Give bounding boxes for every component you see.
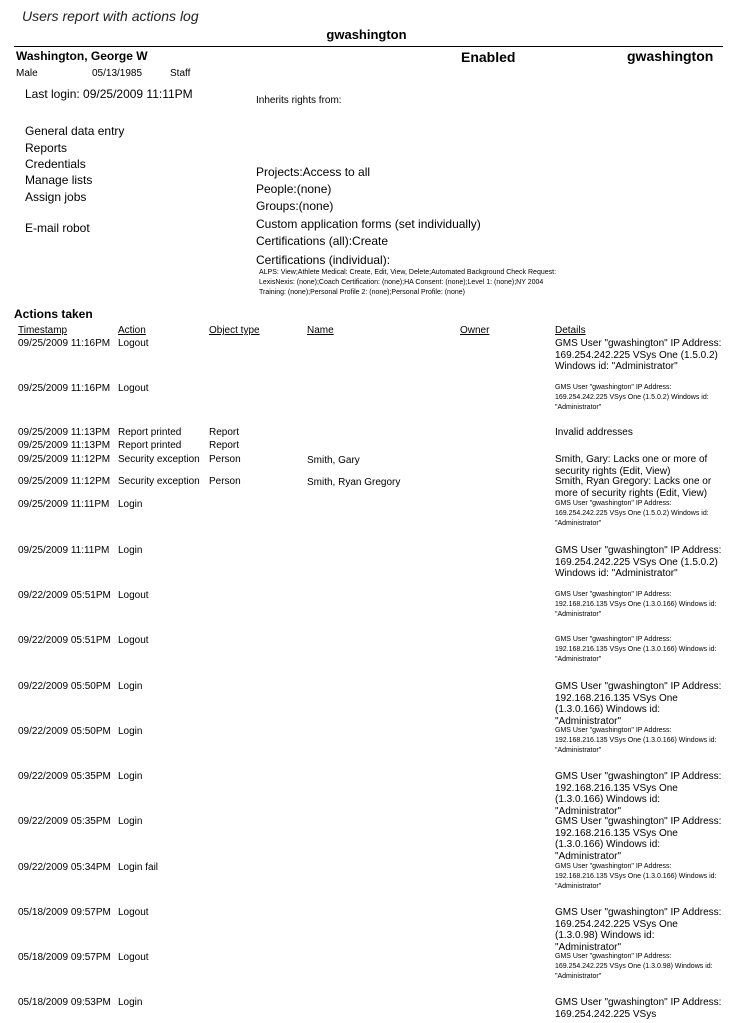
report-title: Users report with actions log: [22, 8, 199, 24]
cell-details: GMS User "gwashington" IP Address: 169.254.242.225 VSys One (1.3.0.98) Windows id: "Administrator": [555, 907, 722, 953]
header-divider: [14, 46, 723, 47]
cell-details: GMS User "gwashington" IP Address: 169.254.242.225 VSys: [555, 997, 722, 1020]
right-email-robot: E-mail robot: [25, 221, 90, 235]
cell-timestamp: 09/25/2009 11:16PM: [18, 338, 111, 349]
cell-action: Logout: [118, 383, 149, 394]
cell-object-type: Person: [209, 476, 241, 487]
right-manage-lists: Manage lists: [25, 173, 93, 187]
cell-action: Logout: [118, 952, 149, 963]
cell-timestamp: 09/22/2009 05:50PM: [18, 681, 111, 692]
user-birthdate: 05/13/1985: [92, 68, 143, 79]
actions-section-title: Actions taken: [14, 307, 93, 321]
cell-timestamp: 05/18/2009 09:57PM: [18, 907, 111, 918]
user-role: Staff: [170, 68, 191, 79]
cell-action: Report printed: [118, 427, 182, 438]
cell-timestamp: 09/25/2009 11:12PM: [18, 476, 111, 487]
user-gender: Male: [16, 68, 38, 79]
cell-object-type: Report: [209, 440, 240, 451]
cell-action: Logout: [118, 338, 149, 349]
certifications-individual-label: Certifications (individual):: [256, 253, 391, 267]
cert-line: Training: (none);Personal Profile 2: (none);Personal Profile: (none): [259, 289, 465, 296]
cell-timestamp: 05/18/2009 09:53PM: [18, 997, 111, 1008]
cell-action: Login: [118, 816, 143, 827]
projects-access: Projects:Access to all: [256, 165, 371, 179]
col-owner: Owner: [460, 325, 490, 336]
cell-object-type: Report: [209, 427, 240, 438]
inherits-rights-label: Inherits rights from:: [256, 95, 342, 106]
cell-timestamp: 09/22/2009 05:34PM: [18, 862, 111, 873]
certifications-all: Certifications (all):Create: [256, 234, 389, 248]
cell-details: Invalid addresses: [555, 427, 633, 438]
cell-action: Security exception: [118, 454, 200, 465]
cell-details: Smith, Ryan Gregory: Lacks one or more of security rights (Edit, View): [555, 476, 712, 499]
cell-timestamp: 09/25/2009 11:12PM: [18, 454, 111, 465]
cell-name: Smith, Ryan Gregory: [307, 477, 401, 488]
cell-action: Logout: [118, 635, 149, 646]
cell-details: GMS User "gwashington" IP Address: 192.168.216.135 VSys One (1.3.0.166) Windows id: "Administrator": [555, 863, 717, 890]
cell-action: Security exception: [118, 476, 200, 487]
cell-action: Report printed: [118, 440, 182, 451]
user-username: gwashington: [627, 48, 714, 64]
cell-action: Login: [118, 499, 143, 510]
right-assign-jobs: Assign jobs: [25, 190, 87, 204]
username-heading: gwashington: [326, 27, 407, 42]
cell-object-type: Person: [209, 454, 241, 465]
cell-timestamp: 09/25/2009 11:13PM: [18, 440, 111, 451]
cell-timestamp: 09/22/2009 05:50PM: [18, 726, 111, 737]
cell-action: Logout: [118, 907, 149, 918]
right-reports: Reports: [25, 141, 68, 155]
cell-details: GMS User "gwashington" IP Address: 192.168.216.135 VSys One (1.3.0.166) Windows id: "Administrator": [555, 727, 717, 754]
cell-timestamp: 09/22/2009 05:35PM: [18, 816, 111, 827]
cell-timestamp: 09/22/2009 05:51PM: [18, 590, 111, 601]
cell-action: Login fail: [118, 862, 159, 873]
cell-timestamp: 09/22/2009 05:51PM: [18, 635, 111, 646]
last-login: Last login: 09/25/2009 11:11PM: [25, 87, 193, 101]
cell-details: GMS User "gwashington" IP Address: 169.254.242.225 VSys One (1.5.0.2) Windows id: "Administrator": [555, 384, 709, 411]
cell-details: GMS User "gwashington" IP Address: 192.168.216.135 VSys One (1.3.0.166) Windows id: "Administrator": [555, 591, 717, 618]
status-badge: Enabled: [461, 49, 516, 65]
custom-forms-access: Custom application forms (set individually): [256, 217, 481, 231]
cell-action: Login: [118, 726, 143, 737]
cert-line: ALPS: View;Athlete Medical: Create, Edit, View, Delete;Automated Background Check Request:: [259, 269, 557, 276]
cell-details: GMS User "gwashington" IP Address: 169.254.242.225 VSys One (1.5.0.2) Windows id: "Administrator": [555, 545, 722, 579]
people-access: People:(none): [256, 182, 332, 196]
right-general-data-entry: General data entry: [25, 124, 125, 138]
cell-action: Login: [118, 681, 143, 692]
user-full-name: Washington, George W: [16, 49, 148, 63]
col-timestamp: Timestamp: [18, 325, 68, 336]
cell-details: GMS User "gwashington" IP Address: 192.168.216.135 VSys One (1.3.0.166) Windows id: "Administrator": [555, 636, 717, 663]
cell-action: Login: [118, 771, 143, 782]
cell-timestamp: 05/18/2009 09:57PM: [18, 952, 111, 963]
cell-details: GMS User "gwashington" IP Address: 192.168.216.135 VSys One (1.3.0.166) Windows id: "Administrator": [555, 816, 722, 862]
cell-timestamp: 09/25/2009 11:16PM: [18, 383, 111, 394]
cell-timestamp: 09/22/2009 05:35PM: [18, 771, 111, 782]
cell-timestamp: 09/25/2009 11:13PM: [18, 427, 111, 438]
cert-line: LexisNexis: (none);Coach Certification: (none);HA Consent: (none);Level 1: (none);NY 2004: [259, 279, 544, 286]
cell-details: GMS User "gwashington" IP Address: 169.254.242.225 VSys One (1.5.0.2) Windows id: "Administrator": [555, 338, 722, 372]
cell-action: Logout: [118, 590, 149, 601]
col-action: Action: [118, 325, 146, 336]
col-name: Name: [307, 325, 334, 336]
cell-name: Smith, Gary: [307, 455, 360, 466]
right-credentials: Credentials: [25, 157, 86, 171]
cell-action: Login: [118, 997, 143, 1008]
cell-details: GMS User "gwashington" IP Address: 169.254.242.225 VSys One (1.3.0.98) Windows id: "Administrator": [555, 953, 713, 980]
col-object-type: Object type: [209, 325, 260, 336]
certifications-list: [259, 268, 556, 298]
cell-details: Smith, Gary: Lacks one or more of security rights (Edit, View): [555, 454, 708, 477]
cell-timestamp: 09/25/2009 11:11PM: [18, 545, 110, 556]
cell-action: Login: [118, 545, 143, 556]
cell-details: GMS User "gwashington" IP Address: 192.168.216.135 VSys One (1.3.0.166) Windows id: "Administrator": [555, 771, 722, 817]
col-details: Details: [555, 325, 586, 336]
groups-access: Groups:(none): [256, 199, 334, 213]
cell-timestamp: 09/25/2009 11:11PM: [18, 499, 110, 510]
cell-details: GMS User "gwashington" IP Address: 192.168.216.135 VSys One (1.3.0.166) Windows id: "Administrator": [555, 681, 722, 727]
cell-details: GMS User "gwashington" IP Address: 169.254.242.225 VSys One (1.5.0.2) Windows id: "Administrator": [555, 500, 709, 527]
